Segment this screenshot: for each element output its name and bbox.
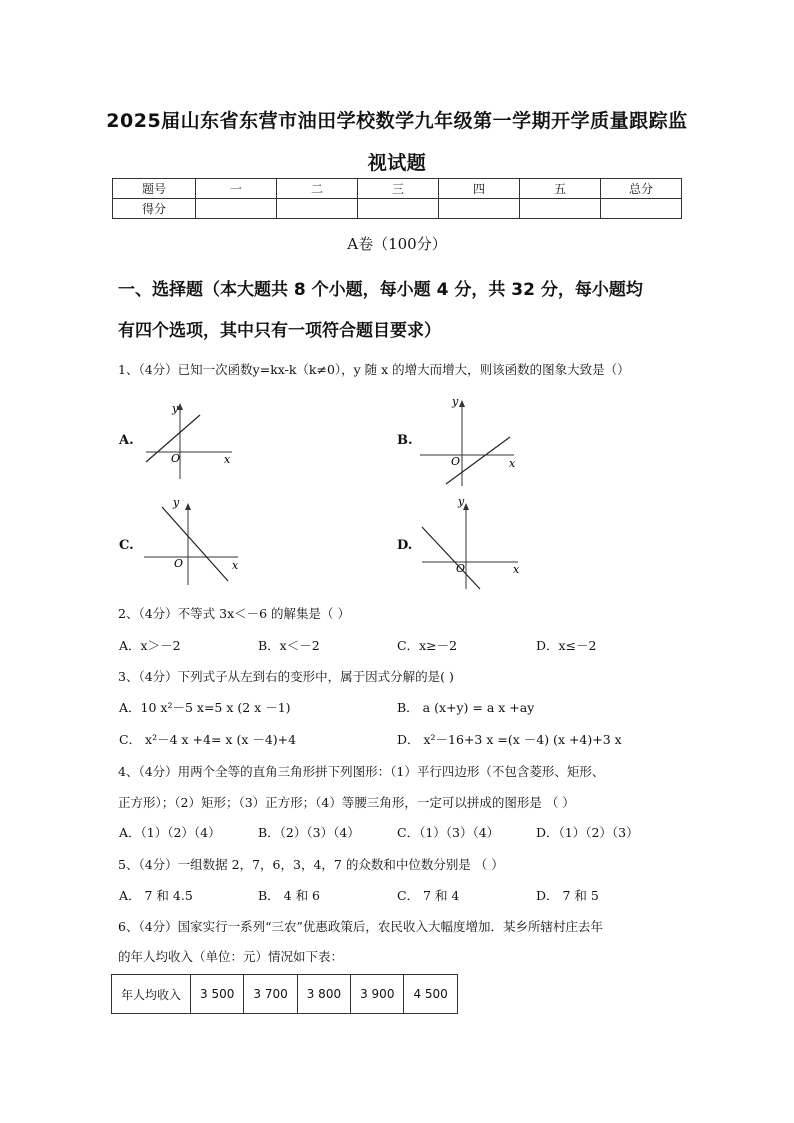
title-line-1: 2025届山东省东营市油田学校数学九年级第一学期开学质量跟踪监 — [106, 110, 688, 132]
q1-option-b-label: B. — [397, 433, 413, 448]
q4-stem-line-1: 4、（4分）用两个全等的直角三角形拼下列图形：（1）平行四边形（不包含菱形、矩形、 — [118, 764, 605, 779]
q1-graph-c — [140, 493, 244, 589]
q1-graph-a — [140, 395, 240, 485]
score-cell — [196, 199, 277, 219]
q4-stem-line-2: 正方形）；（2）矩形；（3）正方形；（4）等腰三角形，一定可以拼成的图形是 （ ） — [118, 795, 575, 810]
score-cell — [439, 199, 520, 219]
income-table-cell: 3 500 — [191, 975, 244, 1014]
title-line-2: 视试题 — [367, 152, 427, 174]
axis-label-y: y — [173, 496, 180, 509]
axis-label-x: x — [513, 563, 520, 576]
score-table-score-row — [113, 199, 682, 219]
income-table — [111, 974, 458, 1014]
q5-option-b: B． 4 和 6 — [258, 888, 321, 903]
q1-graph-d — [418, 493, 526, 593]
q1-option-a-label: A. — [119, 433, 134, 448]
score-table-header-row — [113, 179, 682, 199]
q2-stem: 2、（4分）不等式 3x＜－6 的解集是（ ） — [118, 606, 351, 621]
score-cell: 三 — [358, 179, 439, 199]
q4-option-c: C．（1）（3）（4） — [397, 825, 500, 840]
score-cell — [358, 199, 439, 219]
section-a-heading: A卷（100分） — [347, 235, 447, 253]
score-cell: 总分 — [601, 179, 682, 199]
q2-option-a: A．x＞－2 — [119, 638, 181, 653]
score-cell: 得分 — [113, 199, 196, 219]
axis-label-y: y — [172, 402, 179, 415]
q5-option-a: A． 7 和 4.5 — [119, 888, 193, 903]
q6-stem-line-1: 6、（4分）国家实行一系列“三农”优惠政策后，农民收入大幅度增加．某乡所辖村庄去年 — [118, 919, 603, 934]
income-table-cell: 3 900 — [351, 975, 404, 1014]
income-table-cell: 3 700 — [244, 975, 297, 1014]
q1-graph-b — [418, 392, 522, 488]
score-cell — [520, 199, 601, 219]
score-cell — [277, 199, 358, 219]
q3-option-a: A．10 x²－5 x=5 x (2 x －1) — [119, 700, 291, 715]
axis-label-x: x — [224, 453, 231, 466]
income-table-cell: 4 500 — [404, 975, 457, 1014]
q5-stem: 5、（4分）一组数据 2，7，6，3，4，7 的众数和中位数分别是 （ ） — [118, 857, 504, 872]
q4-option-a: A．（1）（2）（4） — [119, 825, 221, 840]
q3-option-c: C． x²－4 x +4= x (x －4)+4 — [119, 732, 297, 747]
q1-stem: 1、（4分）已知一次函数y=kx-k（k≠0），y 随 x 的增大而增大，则该函数的图象大致是（） — [118, 362, 630, 377]
score-cell: 一 — [196, 179, 277, 199]
axis-label-y: y — [452, 395, 459, 408]
score-table — [112, 178, 682, 219]
axis-label-origin: O — [456, 562, 466, 575]
q2-option-d: D．x≤－2 — [536, 638, 597, 653]
axis-label-x: x — [509, 457, 516, 470]
axis-label-x: x — [232, 559, 239, 572]
score-cell: 五 — [520, 179, 601, 199]
q3-option-b: B． a (x+y) = a x +ay — [397, 700, 535, 715]
q1-option-c-label: C. — [119, 538, 134, 553]
q5-option-d: D． 7 和 5 — [536, 888, 599, 903]
q2-option-b: B．x＜－2 — [258, 638, 320, 653]
q4-option-d: D．（1）（2）（3） — [536, 825, 639, 840]
q1-option-d-label: D. — [397, 538, 413, 553]
q3-option-d: D． x²－16+3 x =(x －4) (x +4)+3 x — [397, 732, 622, 747]
income-table-header-cell: 年人均收入 — [112, 975, 191, 1014]
q5-option-c: C． 7 和 4 — [397, 888, 460, 903]
section-1-line-1: 一、选择题（本大题共 8 个小题，每小题 4 分，共 32 分，每小题均 — [118, 280, 643, 300]
score-cell: 二 — [277, 179, 358, 199]
q6-stem-line-2: 的年人均收入（单位：元）情况如下表： — [118, 949, 344, 964]
score-cell: 题号 — [113, 179, 196, 199]
score-cell — [601, 199, 682, 219]
q4-option-b: B．（2）（3）（4） — [258, 825, 360, 840]
axis-label-origin: O — [171, 452, 181, 465]
section-1-line-2: 有四个选项，其中只有一项符合题目要求） — [118, 321, 441, 341]
income-table-row — [112, 975, 458, 1014]
score-cell: 四 — [439, 179, 520, 199]
axis-label-origin: O — [451, 455, 461, 468]
income-table-cell: 3 800 — [297, 975, 350, 1014]
q3-stem: 3、（4分）下列式子从左到右的变形中，属于因式分解的是( ) — [118, 669, 454, 684]
axis-label-origin: O — [174, 557, 184, 570]
axis-label-y: y — [458, 495, 465, 508]
q2-option-c: C．x≥－2 — [397, 638, 458, 653]
